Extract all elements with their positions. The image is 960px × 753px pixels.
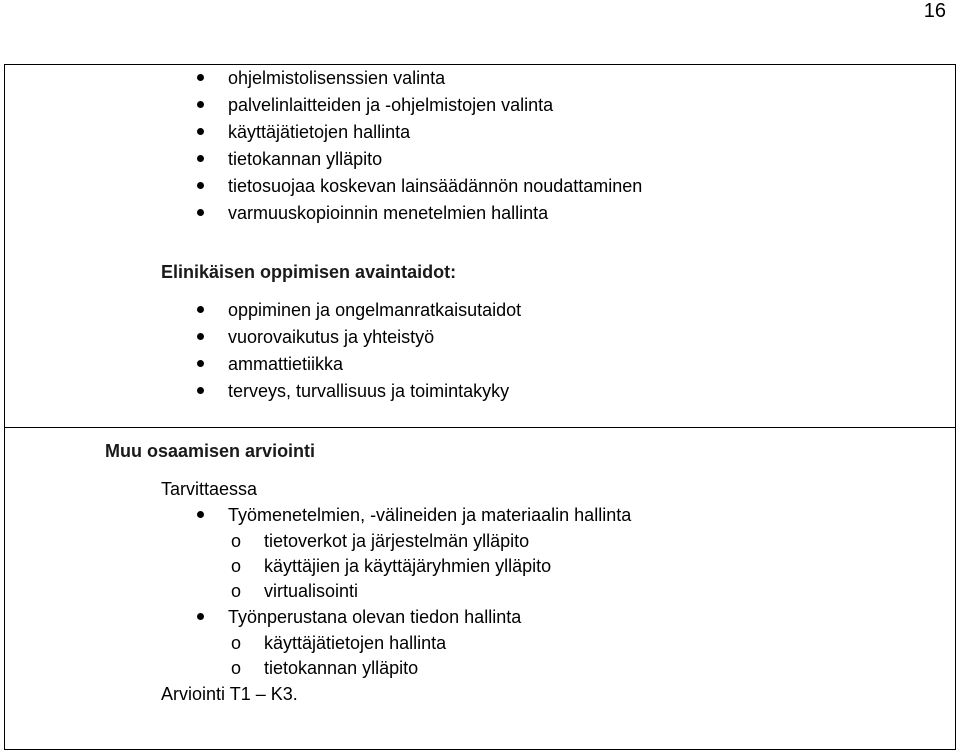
list-item [231,581,359,601]
list-item [228,176,642,196]
bullet-icon [197,74,204,81]
list-item-text: vuorovaikutus ja yhteistyö [228,327,435,347]
list-item-text: Työnperustana olevan tiedon hallinta [228,607,522,627]
bullet-icon [197,128,204,135]
list-item-text: käyttäjätietojen hallinta [228,122,411,142]
list-item [228,68,445,88]
list-item-text: ohjelmistolisenssien valinta [228,68,446,88]
list-item [228,203,548,223]
lifelong-learning-heading: Elinikäisen oppimisen avaintaidot: [161,262,457,282]
other-assessment-heading: Muu osaamisen arviointi [105,441,316,461]
list-item-text: virtualisointi [264,581,359,601]
list-item [228,381,509,401]
list-item [228,149,382,169]
assessment-scale-text: Arviointi T1 – K3. [161,684,298,704]
list-item-text: terveys, turvallisuus ja toimintakyky [228,381,510,401]
circle-bullet-icon: o [231,556,242,576]
bullet-icon [197,333,204,340]
list-item-text: varmuuskopioinnin menetelmien hallinta [228,203,549,223]
list-item [231,633,447,653]
bullet-icon [197,182,204,189]
circle-bullet-icon: o [231,531,242,551]
list-item-text: tietosuojaa koskevan lainsäädännön noudattaminen [228,176,643,196]
list-item-text: ammattietiikka [228,354,344,374]
circle-bullet-icon: o [231,658,242,678]
list-item-text: Työmenetelmien, -välineiden ja materiaalin hallinta [228,505,632,525]
list-item [231,658,419,678]
list-item-text: palvelinlaitteiden ja -ohjelmistojen valinta [228,95,554,115]
list-item-text: käyttäjien ja käyttäjäryhmien ylläpito [264,556,552,576]
list-item [228,122,410,142]
other-assessment-box [4,427,956,750]
circle-bullet-icon: o [231,633,242,653]
list-item [228,95,553,115]
list-item [228,354,343,374]
bullet-icon [197,360,204,367]
bullet-icon [197,209,204,216]
list-item [228,607,521,627]
list-item-text: tietokannan ylläpito [264,658,419,678]
list-item-text: käyttäjätietojen hallinta [264,633,447,653]
bullet-icon [197,101,204,108]
bullet-icon [197,155,204,162]
bullet-icon [197,613,204,620]
list-item [231,556,552,576]
list-item-text: tietokannan ylläpito [228,149,383,169]
page-number: 16 [923,0,946,22]
bullet-icon [197,511,204,518]
bullet-icon [197,306,204,313]
intro-text: Tarvittaessa [161,479,258,499]
list-item-text: tietoverkot ja järjestelmän ylläpito [264,531,530,551]
list-item [228,300,521,320]
circle-bullet-icon: o [231,581,242,601]
list-item [228,505,631,525]
bullet-icon [197,387,204,394]
competence-section-box [4,64,956,428]
list-item [228,327,434,347]
list-item [231,531,530,551]
list-item-text: oppiminen ja ongelmanratkaisutaidot [228,300,522,320]
